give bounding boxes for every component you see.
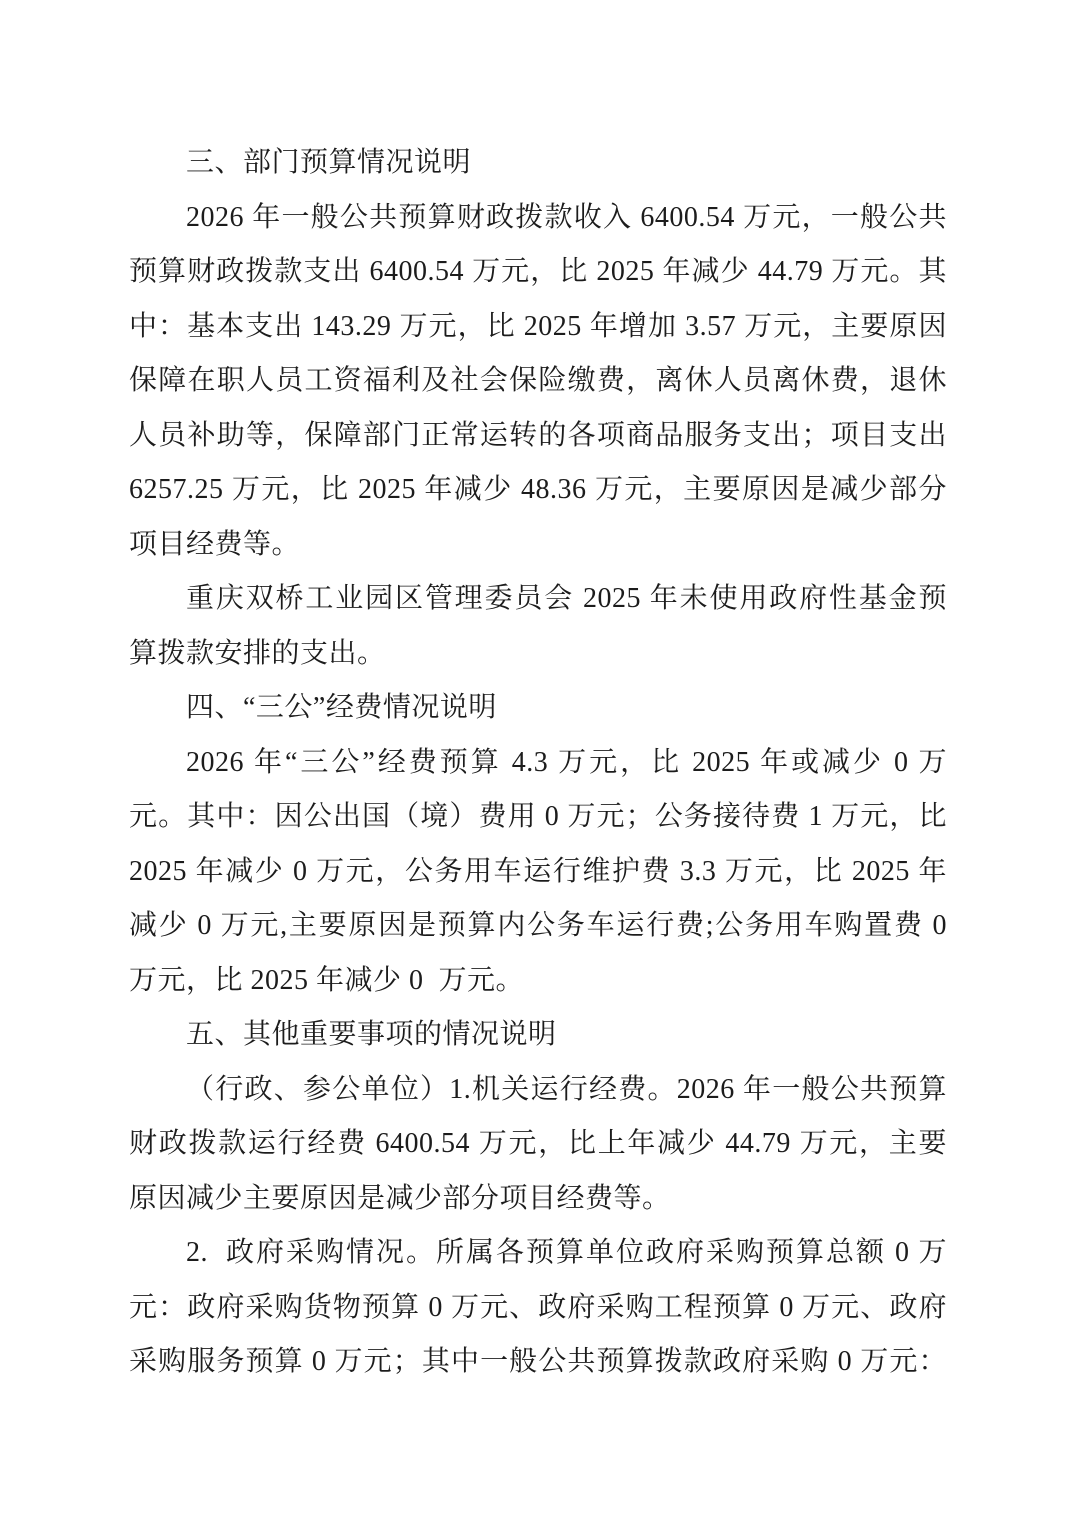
text-line: 中：基本支出 143.29 万元，比 2025 年增加 3.57 万元，主要原因 (129, 310, 947, 342)
text-line: 2026 年“三公”经费预算 4.3 万元，比 2025 年或减少 0 万 (186, 746, 947, 778)
text-line: 2026 年一般公共预算财政拨款收入 6400.54 万元，一般公共 (186, 201, 947, 233)
section-heading-line: 五、其他重要事项的情况说明 (186, 1019, 557, 1050)
text-line: 算拨款安排的支出。 (129, 637, 386, 669)
text-line: 减少 0 万元,主要原因是预算内公务车运行费;公务用车购置费 0 (129, 910, 947, 941)
document-content (129, 136, 947, 1390)
text-line: 预算财政拨款支出 6400.54 万元，比 2025 年减少 44.79 万元。其 (129, 256, 947, 287)
text-line: （行政、参公单位）1.机关运行经费。2026 年一般公共预算 (186, 1073, 947, 1105)
text-line: 财政拨款运行经费 6400.54 万元，比上年减少 44.79 万元，主要 (129, 1128, 947, 1159)
text-line: 重庆双桥工业园区管理委员会 2025 年未使用政府性基金预 (186, 583, 947, 614)
text-line: 6257.25 万元，比 2025 年减少 48.36 万元，主要原因是减少部分 (129, 474, 947, 505)
text-line: 元：政府采购货物预算 0 万元、政府采购工程预算 0 万元、政府 (129, 1291, 947, 1323)
text-line: 采购服务预算 0 万元；其中一般公共预算拨款政府采购 0 万元： (129, 1346, 947, 1377)
text-line: 元。其中：因公出国（境）费用 0 万元；公务接待费 1 万元，比 (129, 801, 947, 832)
section-heading-line: 四、“三公”经费情况说明 (186, 692, 497, 723)
text-line: 万元，比 2025 年减少 0 万元。 (129, 964, 525, 996)
section-heading-line: 三、部门预算情况说明 (186, 147, 472, 178)
text-line: 人员补助等，保障部门正常运转的各项商品服务支出；项目支出 (129, 419, 947, 451)
text-line: 2025 年减少 0 万元，公务用车运行维护费 3.3 万元，比 2025 年 (129, 855, 947, 887)
text-line: 项目经费等。 (129, 528, 301, 560)
text-line: 原因减少主要原因是减少部分项目经费等。 (129, 1182, 671, 1214)
text-line: 2. 政府采购情况。所属各预算单位政府采购预算总额 0 万 (186, 1237, 947, 1268)
text-line: 保障在职人员工资福利及社会保险缴费，离休人员离休费，退休 (129, 365, 947, 396)
